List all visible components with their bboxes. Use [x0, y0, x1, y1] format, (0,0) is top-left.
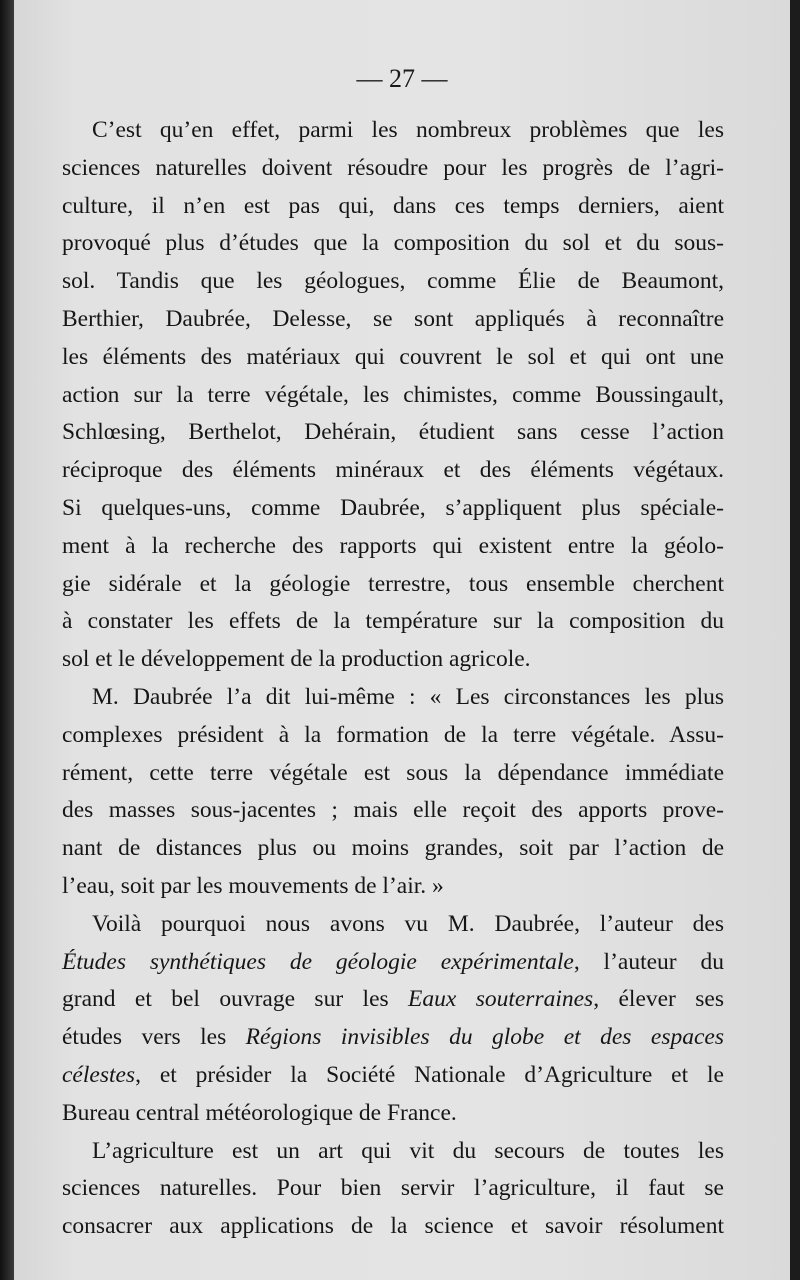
book-title: célestes	[62, 1061, 136, 1088]
text-segment: , élever ses	[593, 986, 724, 1013]
scan-edge	[0, 0, 14, 1280]
text-line: C’est qu’en effet, parmi les nombreux problèmes que les	[92, 117, 724, 143]
text-line: des masses sous-jacentes ; mais elle reçoit des apports prove-	[62, 797, 724, 824]
text-line: Schlœsing, Berthelot, Dehérain, étudient sans cesse l’action	[62, 419, 724, 446]
text-line: sciences naturelles. Pour bien servir l’agriculture, il faut se	[62, 1175, 724, 1202]
text-line: gie sidérale et la géologie terrestre, tous ensemble cherchent	[62, 570, 724, 597]
text-segment: , l’auteur du	[573, 948, 724, 975]
text-line: Bureau central météorologique de France.	[62, 1099, 457, 1126]
book-page	[14, 0, 790, 1280]
text-line: sol et le développement de la production agricole.	[62, 646, 531, 673]
page-number: — 27 —	[356, 64, 448, 93]
text-line: à constater les effets de la température sur la composition du	[62, 608, 724, 635]
text-line: rément, cette terre végétale est sous la dépendance immédiate	[62, 759, 724, 786]
text-segment: études vers les	[62, 1024, 246, 1051]
text-segment: , et présider la Société Nationale d’Agriculture et le	[135, 1061, 724, 1088]
text-line	[62, 1057, 724, 1095]
book-title: Régions invisibles du globe et des espaces	[245, 1024, 724, 1051]
text-line: l’eau, soit par les mouvements de l’air. »	[62, 872, 444, 899]
text-line: action sur la terre végétale, les chimistes, comme Boussingault,	[62, 381, 724, 408]
text-line: les éléments des matériaux qui couvrent le sol et qui ont une	[62, 343, 724, 370]
text-line: sol. Tandis que les géologues, comme Élie de Beaumont,	[62, 268, 724, 295]
text-line	[62, 1019, 724, 1057]
text-line: Berthier, Daubrée, Delesse, se sont appliqués à reconnaître	[62, 305, 724, 332]
text-line: consacrer aux applications de la science et savoir résolument	[62, 1213, 724, 1240]
text-line: sciences naturelles doivent résoudre pour les progrès de l’agri-	[62, 154, 724, 181]
text-line: M. Daubrée l’a dit lui-même : « Les circonstances les plus	[92, 683, 724, 710]
text-line: ment à la recherche des rapports qui existent entre la géolo-	[62, 532, 724, 559]
text-line	[62, 944, 724, 982]
text-segment: grand et bel ouvrage sur les	[62, 986, 409, 1013]
text-line: complexes président à la formation de la terre végétale. Assu-	[62, 721, 724, 748]
text-line: L’agriculture est un art qui vit du secours de toutes les	[92, 1137, 724, 1164]
text-line: nant de distances plus ou moins grandes, soit par l’action de	[62, 835, 724, 862]
text-line: Voilà pourquoi nous avons vu M. Daubrée, l’auteur des	[92, 910, 724, 937]
text-line: réciproque des éléments minéraux et des éléments végétaux.	[62, 457, 724, 484]
text-line	[62, 981, 724, 1019]
text-line: Si quelques-uns, comme Daubrée, s’appliquent plus spéciale-	[62, 494, 724, 521]
page-text	[62, 112, 724, 1246]
book-title: Eaux souterraines	[408, 986, 594, 1013]
book-title: Études synthétiques de géologie expérimentale	[62, 948, 574, 975]
text-line: culture, il n’en est pas qui, dans ces temps derniers, aient	[62, 192, 724, 219]
text-line: provoqué plus d’études que la composition du sol et du sous-	[62, 230, 724, 257]
